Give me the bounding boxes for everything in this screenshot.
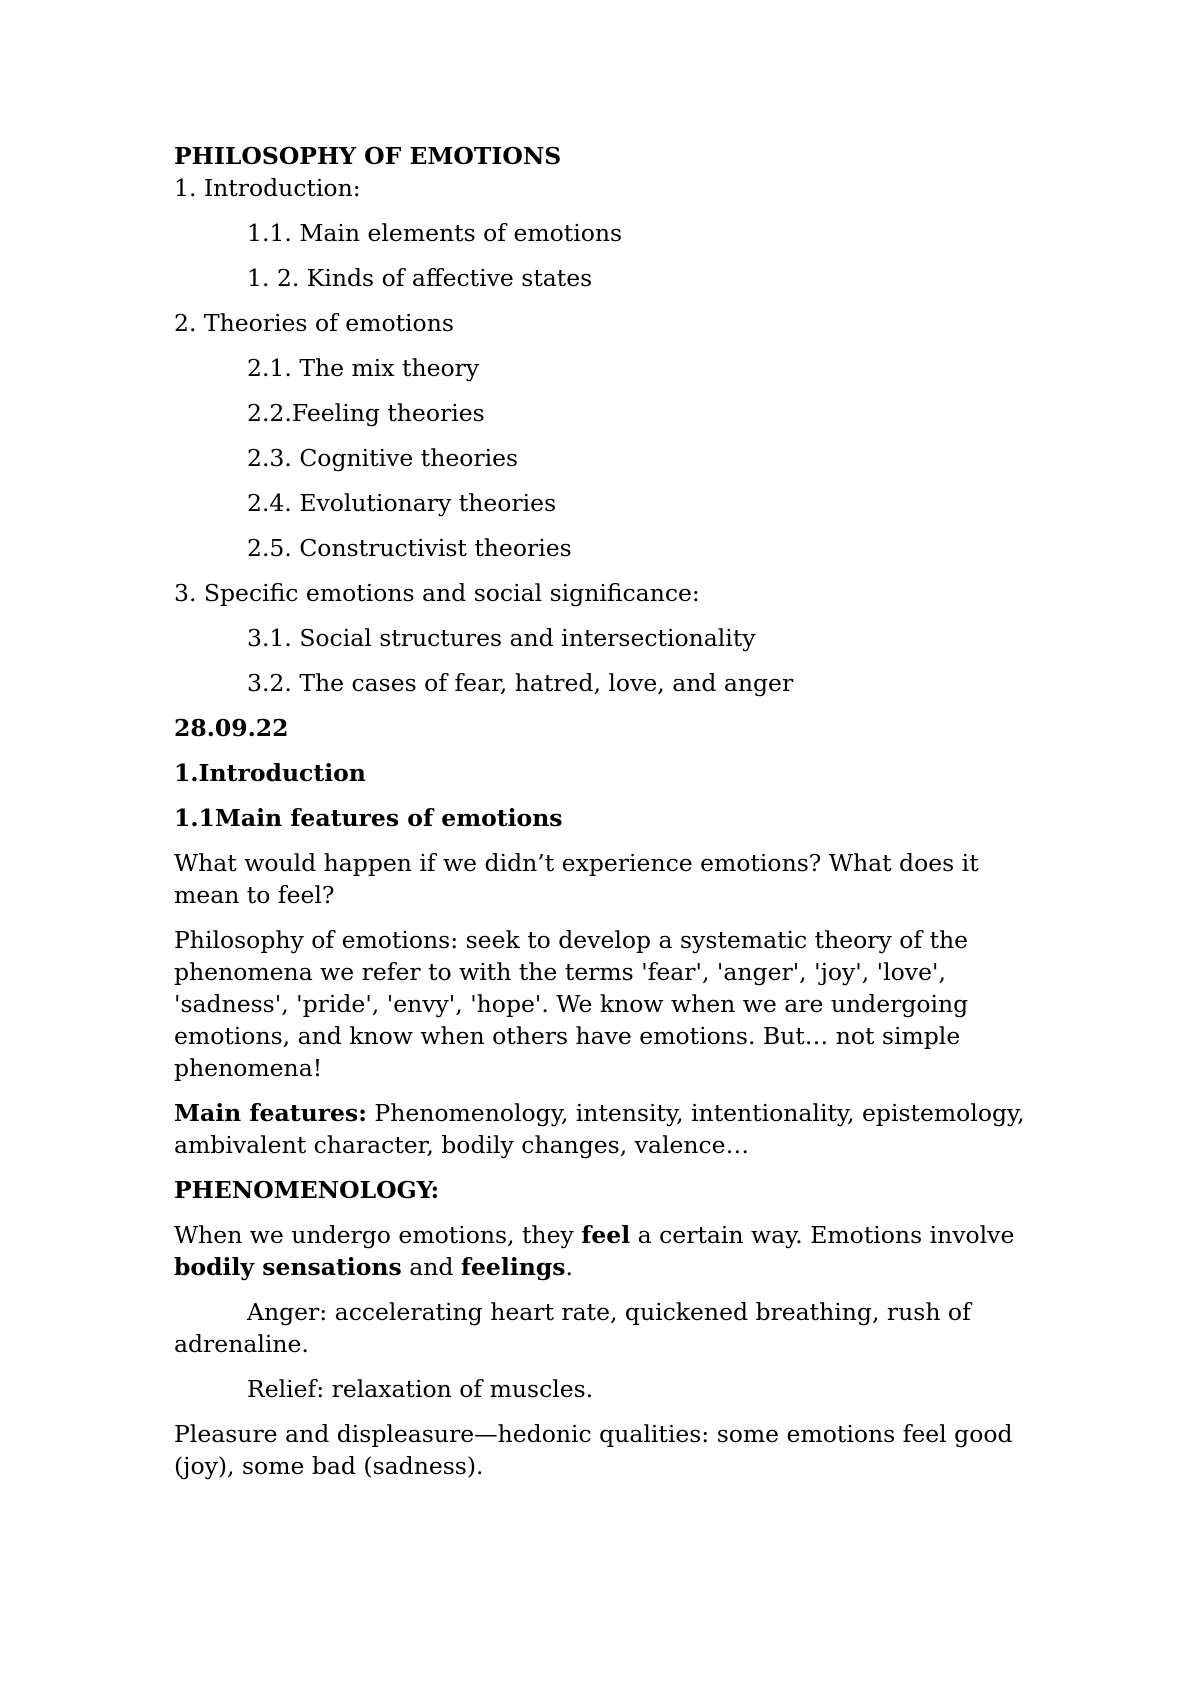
phenomenology-heading: PHENOMENOLOGY: [174,1176,440,1204]
toc-item: 3.2. The cases of fear, hatred, love, and anger [247,669,794,697]
toc-item: 2.4. Evolutionary theories [247,489,557,517]
main-features-label: Main features: [174,1099,367,1127]
text-run: . [565,1253,573,1281]
paragraph [174,1097,1044,1161]
toc-item: 3. Specific emotions and social significance: [174,579,700,607]
section-heading: 1.Introduction [174,759,366,787]
toc-item: 1.1. Main elements of emotions [247,219,623,247]
relief-example: Relief: relaxation of muscles. [247,1375,594,1403]
document-page [174,140,1044,1482]
toc-item: 2.1. The mix theory [247,354,480,382]
paragraph [174,1296,1044,1360]
paragraph: Pleasure and displeasure—hedonic qualities: some emotions feel good (joy), some bad (sadness). [174,1420,1013,1480]
paragraph: What would happen if we didn’t experience emotions? What does it mean to feel? [174,849,979,909]
toc-item: 2.5. Constructivist theories [247,534,572,562]
toc-item: 2. Theories of emotions [174,309,454,337]
bold-run: feel [581,1221,631,1249]
toc-item: 1. Introduction: [174,174,361,202]
bold-run: feelings [460,1253,566,1281]
toc-item: 2.2.Feeling theories [247,399,485,427]
paragraph [174,1219,1044,1283]
document-title: PHILOSOPHY OF EMOTIONS [174,142,562,170]
paragraph [174,1373,1044,1405]
text-run: a certain way. Emotions involve [630,1221,1015,1249]
text-run: When we undergo emotions, they [174,1221,582,1249]
toc-item: 1. 2. Kinds of affective states [247,264,593,292]
toc-item: 2.3. Cognitive theories [247,444,519,472]
subsection-heading: 1.1Main features of emotions [174,804,563,832]
anger-example: Anger: accelerating heart rate, quickened breathing, rush of adrenaline. [174,1298,971,1358]
text-run: and [401,1253,461,1281]
bold-run: bodily sensations [174,1253,402,1281]
toc-item: 3.1. Social structures and intersectionality [247,624,756,652]
table-of-contents [174,172,1044,699]
date-heading: 28.09.22 [174,714,289,742]
main-features-text: Phenomenology, intensity, intentionality, epistemology, ambivalent character, bodily changes, valence… [174,1099,1025,1159]
paragraph: Philosophy of emotions: seek to develop a systematic theory of the phenomena we refer to with the terms 'fear', 'anger', 'joy', 'love', 'sadness', 'pride', 'envy', 'hope'. We know when we are undergoing emotions, and know when others have emotions. But… not simple phenomena! [174,926,969,1082]
